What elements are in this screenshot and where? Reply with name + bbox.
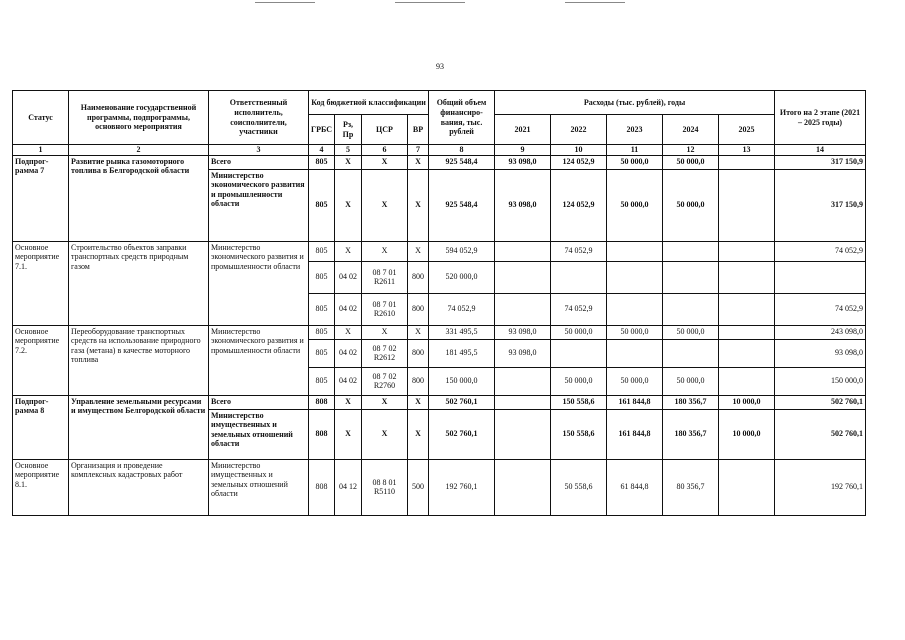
- year-2023-cell: 50 000,0: [607, 169, 663, 241]
- total-cell: 331 495,5: [429, 325, 495, 339]
- year-2021-cell: [495, 261, 551, 293]
- column-number: 14: [775, 145, 866, 156]
- year-2023-cell: 161 844,8: [607, 395, 663, 409]
- vr-cell: 800: [408, 261, 429, 293]
- responsible-cell: Всего: [209, 395, 309, 409]
- total-cell: 181 495,5: [429, 339, 495, 367]
- status-cell: Основное мероприятие 7.2.: [13, 325, 69, 395]
- year-2023-cell: 50 000,0: [607, 325, 663, 339]
- year-2024-cell: [663, 241, 719, 261]
- rz-pr-cell: Х: [335, 395, 362, 409]
- total-cell: 150 000,0: [429, 367, 495, 395]
- year-2024-cell: [663, 293, 719, 325]
- stage-total-cell: 502 760,1: [775, 395, 866, 409]
- table-row: [13, 325, 866, 339]
- csr-cell: Х: [362, 155, 408, 169]
- year-2023-cell: [607, 241, 663, 261]
- rz-pr-cell: Х: [335, 169, 362, 241]
- status-cell: Подпрог-рамма 8: [13, 395, 69, 459]
- name-cell: Развитие рынка газомоторного топлива в Белгородской области: [69, 155, 209, 241]
- vr-cell: Х: [408, 169, 429, 241]
- csr-cell: Х: [362, 395, 408, 409]
- vr-cell: Х: [408, 325, 429, 339]
- column-number: 11: [607, 145, 663, 156]
- responsible-cell: Министерство экономического развития и промышленности области: [209, 241, 309, 325]
- year-2024-cell: 80 356,7: [663, 459, 719, 515]
- grbs-cell: 808: [309, 459, 335, 515]
- year-2022-cell: 50 000,0: [551, 325, 607, 339]
- csr-cell: Х: [362, 241, 408, 261]
- header-rz-pr: Рз, Пр: [335, 115, 362, 145]
- header-year: 2024: [663, 115, 719, 145]
- year-2024-cell: [663, 339, 719, 367]
- year-2025-cell: [719, 325, 775, 339]
- year-2024-cell: 50 000,0: [663, 169, 719, 241]
- column-number: 10: [551, 145, 607, 156]
- year-2025-cell: 10 000,0: [719, 409, 775, 459]
- total-cell: 520 000,0: [429, 261, 495, 293]
- csr-cell: Х: [362, 169, 408, 241]
- header-vr: ВР: [408, 115, 429, 145]
- responsible-cell: Министерство имущественных и земельных отношений области: [209, 409, 309, 459]
- total-cell: 925 548,4: [429, 169, 495, 241]
- column-number: 8: [429, 145, 495, 156]
- vr-cell: Х: [408, 409, 429, 459]
- table-row: [13, 155, 866, 169]
- total-cell: 74 052,9: [429, 293, 495, 325]
- year-2024-cell: 180 356,7: [663, 409, 719, 459]
- header-grbs: ГРБС: [309, 115, 335, 145]
- year-2021-cell: [495, 409, 551, 459]
- year-2021-cell: [495, 241, 551, 261]
- scan-edge-mark: [395, 2, 465, 3]
- grbs-cell: 805: [309, 155, 335, 169]
- year-2025-cell: [719, 241, 775, 261]
- year-2025-cell: [719, 261, 775, 293]
- header-name: Наименование государственной программы, подпрограммы, основного мероприятия: [69, 91, 209, 145]
- year-2021-cell: 93 098,0: [495, 169, 551, 241]
- table-row: [13, 395, 866, 409]
- column-number: 9: [495, 145, 551, 156]
- stage-total-cell: 192 760,1: [775, 459, 866, 515]
- name-cell: Переоборудование транспортных средств на использование природного газа (метана) в качестве моторного топлива: [69, 325, 209, 395]
- year-2021-cell: 93 098,0: [495, 339, 551, 367]
- rz-pr-cell: Х: [335, 325, 362, 339]
- year-2024-cell: [663, 261, 719, 293]
- year-2021-cell: [495, 293, 551, 325]
- name-cell: Строительство объектов заправки транспортных средств природным газом: [69, 241, 209, 325]
- status-cell: Подпрог-рамма 7: [13, 155, 69, 241]
- grbs-cell: 805: [309, 325, 335, 339]
- table-body: [13, 145, 866, 516]
- year-2021-cell: 93 098,0: [495, 325, 551, 339]
- csr-cell: Х: [362, 409, 408, 459]
- grbs-cell: 805: [309, 339, 335, 367]
- grbs-cell: 808: [309, 395, 335, 409]
- grbs-cell: 805: [309, 169, 335, 241]
- total-cell: 502 760,1: [429, 409, 495, 459]
- header-responsible: Ответственный исполнитель, соисполнители, участники: [209, 91, 309, 145]
- column-number: 6: [362, 145, 408, 156]
- csr-cell: 08 7 01 R2611: [362, 261, 408, 293]
- year-2023-cell: 61 844,8: [607, 459, 663, 515]
- responsible-cell: Всего: [209, 155, 309, 169]
- responsible-cell: Министерство экономического развития и промышленности области: [209, 169, 309, 241]
- year-2025-cell: [719, 339, 775, 367]
- total-cell: 925 548,4: [429, 155, 495, 169]
- year-2025-cell: [719, 459, 775, 515]
- stage-total-cell: 74 052,9: [775, 293, 866, 325]
- grbs-cell: 805: [309, 293, 335, 325]
- header-total-funding: Общий объем финансиро-вания, тыс. рублей: [429, 91, 495, 145]
- stage-total-cell: 150 000,0: [775, 367, 866, 395]
- header-expenses: Расходы (тыс. рублей), годы: [495, 91, 775, 115]
- year-2022-cell: [551, 261, 607, 293]
- year-2024-cell: 50 000,0: [663, 155, 719, 169]
- status-cell: Основное мероприятие 8.1.: [13, 459, 69, 515]
- year-2025-cell: [719, 367, 775, 395]
- vr-cell: Х: [408, 155, 429, 169]
- year-2024-cell: 50 000,0: [663, 367, 719, 395]
- column-number: 3: [209, 145, 309, 156]
- vr-cell: Х: [408, 241, 429, 261]
- header-status: Статус: [13, 91, 69, 145]
- vr-cell: 800: [408, 293, 429, 325]
- table-header: [13, 91, 866, 145]
- stage-total-cell: 74 052,9: [775, 241, 866, 261]
- column-number: 12: [663, 145, 719, 156]
- rz-pr-cell: 04 02: [335, 367, 362, 395]
- header-csr: ЦСР: [362, 115, 408, 145]
- column-number-row: [13, 145, 866, 156]
- responsible-cell: Министерство имущественных и земельных отношений области: [209, 459, 309, 515]
- year-2021-cell: 93 098,0: [495, 155, 551, 169]
- rz-pr-cell: 04 02: [335, 293, 362, 325]
- rz-pr-cell: Х: [335, 409, 362, 459]
- header-year: 2022: [551, 115, 607, 145]
- grbs-cell: 808: [309, 409, 335, 459]
- year-2023-cell: 50 000,0: [607, 155, 663, 169]
- header-budget-code: Код бюджетной классификации: [309, 91, 429, 115]
- header-year: 2023: [607, 115, 663, 145]
- year-2025-cell: [719, 155, 775, 169]
- stage-total-cell: 93 098,0: [775, 339, 866, 367]
- rz-pr-cell: 04 02: [335, 339, 362, 367]
- table-row: [13, 459, 866, 515]
- column-number: 13: [719, 145, 775, 156]
- stage-total-cell: [775, 261, 866, 293]
- year-2025-cell: 10 000,0: [719, 395, 775, 409]
- rz-pr-cell: Х: [335, 155, 362, 169]
- rz-pr-cell: Х: [335, 241, 362, 261]
- vr-cell: 800: [408, 367, 429, 395]
- total-cell: 594 052,9: [429, 241, 495, 261]
- year-2023-cell: [607, 261, 663, 293]
- stage-total-cell: 502 760,1: [775, 409, 866, 459]
- year-2024-cell: 180 356,7: [663, 395, 719, 409]
- vr-cell: 800: [408, 339, 429, 367]
- year-2022-cell: 124 052,9: [551, 169, 607, 241]
- header-total-stage: Итого на 2 этапе (2021 – 2025 годы): [775, 91, 866, 145]
- csr-cell: 08 8 01 R5110: [362, 459, 408, 515]
- rz-pr-cell: 04 02: [335, 261, 362, 293]
- year-2024-cell: 50 000,0: [663, 325, 719, 339]
- name-cell: Управление земельными ресурсами и имуществом Белгородской области: [69, 395, 209, 459]
- year-2022-cell: 74 052,9: [551, 241, 607, 261]
- column-number: 7: [408, 145, 429, 156]
- column-number: 1: [13, 145, 69, 156]
- year-2023-cell: [607, 339, 663, 367]
- budget-table: [12, 90, 866, 516]
- csr-cell: 08 7 02 R2760: [362, 367, 408, 395]
- csr-cell: 08 7 02 R2612: [362, 339, 408, 367]
- stage-total-cell: 317 150,9: [775, 169, 866, 241]
- csr-cell: Х: [362, 325, 408, 339]
- scan-edge-mark: [565, 2, 625, 3]
- year-2022-cell: 50 558,6: [551, 459, 607, 515]
- total-cell: 502 760,1: [429, 395, 495, 409]
- year-2025-cell: [719, 293, 775, 325]
- responsible-cell: Министерство экономического развития и промышленности области: [209, 325, 309, 395]
- table-row: [13, 241, 866, 261]
- year-2021-cell: [495, 395, 551, 409]
- page-number: 93: [436, 62, 444, 71]
- csr-cell: 08 7 01 R2610: [362, 293, 408, 325]
- year-2023-cell: 161 844,8: [607, 409, 663, 459]
- header-year: 2021: [495, 115, 551, 145]
- year-2022-cell: 74 052,9: [551, 293, 607, 325]
- year-2025-cell: [719, 169, 775, 241]
- column-number: 2: [69, 145, 209, 156]
- stage-total-cell: 243 098,0: [775, 325, 866, 339]
- status-cell: Основное мероприятие 7.1.: [13, 241, 69, 325]
- name-cell: Организация и проведение комплексных кадастровых работ: [69, 459, 209, 515]
- year-2021-cell: [495, 459, 551, 515]
- year-2023-cell: [607, 293, 663, 325]
- stage-total-cell: 317 150,9: [775, 155, 866, 169]
- year-2022-cell: 50 000,0: [551, 367, 607, 395]
- total-cell: 192 760,1: [429, 459, 495, 515]
- year-2021-cell: [495, 367, 551, 395]
- grbs-cell: 805: [309, 241, 335, 261]
- year-2022-cell: [551, 339, 607, 367]
- column-number: 5: [335, 145, 362, 156]
- grbs-cell: 805: [309, 261, 335, 293]
- scan-edge-mark: [255, 2, 315, 3]
- grbs-cell: 805: [309, 367, 335, 395]
- header-year: 2025: [719, 115, 775, 145]
- year-2022-cell: 150 558,6: [551, 409, 607, 459]
- vr-cell: Х: [408, 395, 429, 409]
- vr-cell: 500: [408, 459, 429, 515]
- year-2023-cell: 50 000,0: [607, 367, 663, 395]
- column-number: 4: [309, 145, 335, 156]
- rz-pr-cell: 04 12: [335, 459, 362, 515]
- year-2022-cell: 150 558,6: [551, 395, 607, 409]
- year-2022-cell: 124 052,9: [551, 155, 607, 169]
